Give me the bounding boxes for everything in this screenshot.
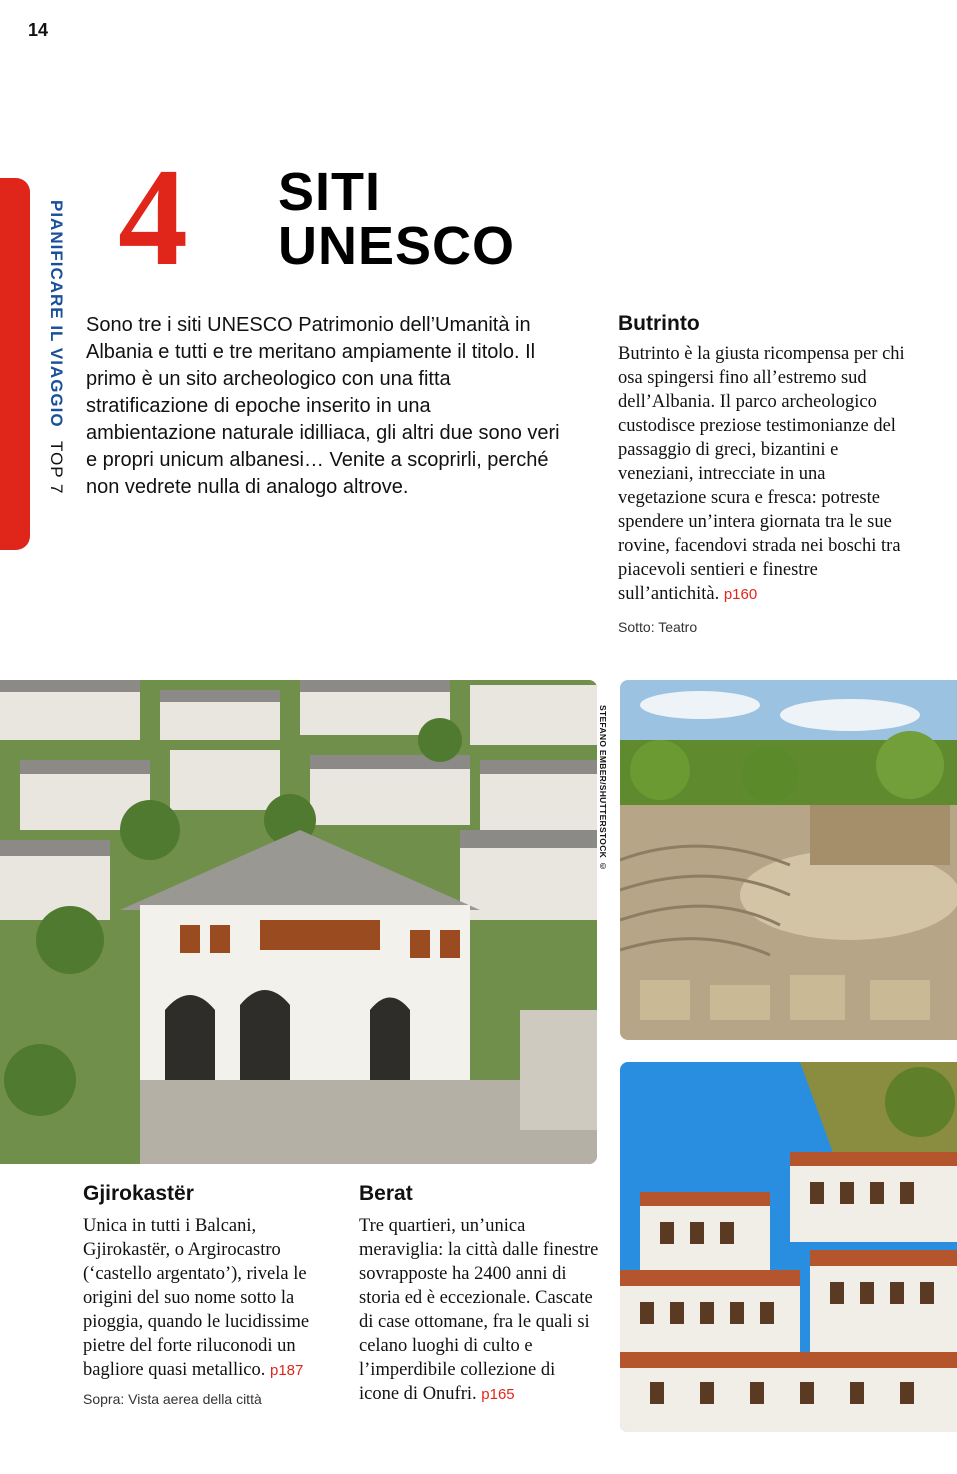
berat-heading: Berat bbox=[359, 1182, 413, 1205]
berat-houses-illustration bbox=[620, 1062, 957, 1432]
gjirokaster-page-ref[interactable]: p187 bbox=[270, 1362, 304, 1379]
gjirokaster-text: Unica in tutti i Balcani, Gjirokastër, o Argirocastro (‘castello argentato’), rivela le origini del suo nome sotto la pioggia, quando le lucidissime pietre del forte riluconodi un bagliore quasi metallico. bbox=[83, 1216, 310, 1380]
butrinto-body bbox=[618, 342, 908, 607]
side-tab-subsection: TOP 7 bbox=[47, 441, 66, 495]
gjirokaster-body bbox=[83, 1214, 333, 1383]
page-title bbox=[278, 162, 516, 276]
butrinto-section bbox=[618, 312, 908, 635]
page-title-line2: UNESCO bbox=[278, 216, 516, 276]
page-number: 14 bbox=[28, 20, 49, 40]
butrinto-page-ref[interactable]: p160 bbox=[723, 586, 758, 603]
butrinto-theatre-photo bbox=[620, 680, 957, 1040]
berat-text: Tre quartieri, un’unica meraviglia: la città dalle finestre sovrapposte ha 2400 anni di storia ed è eccezionale. Cascate di case ottomane, fra le quali si celano luoghi di culto e l’imperdibile collezione di icone di Onufri. bbox=[359, 1216, 599, 1404]
butrinto-heading: Butrinto bbox=[618, 312, 700, 335]
photo-credit: STEFANO EMBER/SHUTTERSTOCK © bbox=[598, 705, 608, 872]
berat-body bbox=[359, 1214, 599, 1407]
page-title-line1: SITI bbox=[278, 162, 382, 222]
theatre-illustration bbox=[620, 680, 957, 1040]
gjirokaster-photo bbox=[0, 680, 597, 1164]
gjirokaster-town-illustration bbox=[0, 680, 597, 1164]
butrinto-text: Butrinto è la giusta ricompensa per chi osa spingersi fino all’estremo sud dell’Albania. Il parco archeologico custodisce preziose testimonianze del passaggio di greci, bizantini e veneziani, intrecciate in una vegetazione scura e fresca: potreste spendere un’intera giornata tra le sue rovine, facendovi strada nei boschi tra piacevoli sentieri e finestre sull’antichità. bbox=[618, 344, 905, 604]
side-tab-section: PIANIFICARE IL VIAGGIO bbox=[47, 200, 66, 428]
berat-section bbox=[359, 1182, 599, 1407]
berat-photo bbox=[620, 1062, 957, 1432]
berat-page-ref[interactable]: p165 bbox=[481, 1386, 515, 1403]
intro-paragraph: Sono tre i siti UNESCO Patrimonio dell’Umanità in Albania e tutti e tre meritano ampiamente il titolo. Il primo è un sito archeologico con una fitta stratificazione di epoche inserito in una ambientazione naturale idilliaca, gli altri due sono veri e propri unicum albanesi… Venite a scoprirli, perché non vedrete nulla di analogo altrove. bbox=[86, 314, 560, 498]
gjirokaster-caption: Sopra: Vista aerea della città bbox=[83, 1391, 262, 1407]
side-tab-marker bbox=[0, 178, 30, 550]
gjirokaster-section bbox=[83, 1182, 333, 1407]
rank-number: 4 bbox=[118, 140, 188, 295]
side-tab-label bbox=[38, 200, 66, 540]
butrinto-caption: Sotto: Teatro bbox=[618, 619, 698, 635]
gjirokaster-heading: Gjirokastër bbox=[83, 1182, 194, 1205]
